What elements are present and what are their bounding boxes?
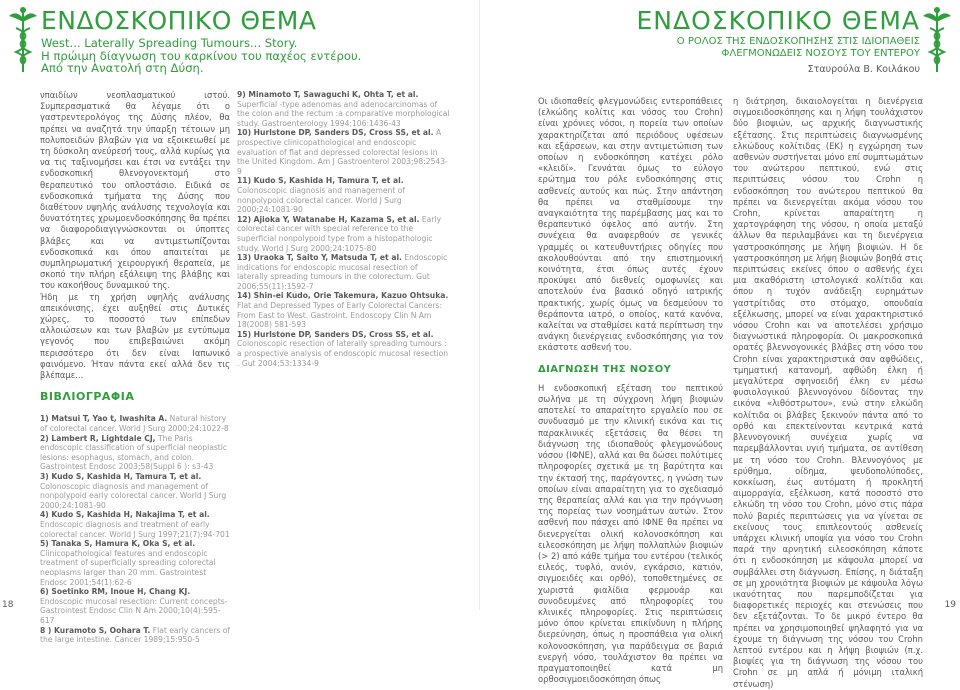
page-number-right: 19 <box>944 600 956 610</box>
reference-authors: 13) Uraoka T, Saito Y, Matsuda T, et al. <box>237 253 402 263</box>
reference-text: Endoscopic indications for endoscopic mucosal resection of laterally spreading tumours in the colorectum. Gut 2006;55(11):1592-7 <box>237 253 448 291</box>
reference-item <box>40 587 230 625</box>
reference-text: Flat early cancers of the large intestine. Cancer 1989;15:950-5 <box>40 625 231 645</box>
reference-item <box>237 330 450 368</box>
reference-text: Endoscopic mucosal resection: Current concepts-Gastrointest Endosc Clin N Am 2000;10(4):595-617 <box>40 596 228 625</box>
article-author: Σταυρούλα Β. Κοιλάκου <box>807 64 920 75</box>
reference-authors: 4) Kudo S, Kashida H, Nakajima T, et al. <box>40 510 210 520</box>
reference-text: Superficial -type adenomas and adenocarcinomas of the colon and the rectum :a comparative morphological study. Gastroenterology 1994;106:1436-43 <box>237 99 450 128</box>
reference-authors: 14) Shin-ei Kudo, Orie Takemura, Kazuo Ohtsuka. <box>237 291 449 301</box>
reference-authors: 1) Matsui T, Yao t, Iwashita A. <box>40 414 168 424</box>
reference-authors: 10) Hurlstone DP, Sanders DS, Cross SS, et al. <box>237 128 434 138</box>
reference-authors: 8 ) Kuramoto S, Oohara T. <box>40 625 151 635</box>
left-header <box>41 6 361 75</box>
left-column-1 <box>40 90 230 645</box>
body-paragraph-1: νπαιδίων νεοπλασματικού ιστού. Συμπερασματικά θα λέγαμε ότι ο γαστρεντερολόγος της Δύσης πλέον, θα πρέπει να αναζητά την ύπαρξη τέτοιων μη πολυποειδών βλαβών για να εξοικειωθεί με τη δύσκολη ανεύρεσή τους, αλλά κυρίως για να τις ταξινομήσει και έτσι να εντάξει την ενδοσκοπική θλενογονεκτομή στο θεραπευτικό του οπλοστάσιο. Ειδικά σε ενδοσκοπικά τμήματα της Δύσης που διαθέτουν υψηλής ανάλυσης τεχνολογία και δυνατότητες χρωμοενδοσκόπησης θα πρέπει να διαφοροδιαγιγνώσκονται οι ύποπτες βλάβες και να αντιμετωπίζονται ενδοσκοπικά και όπου απαιτείται με συμπληρωματική χειρουργική θεραπεία, με σκοπό την πλήρη εξάλειψη της βλάβης και του κακοήθους δυναμικού της. <box>40 90 230 291</box>
reference-item <box>40 510 230 539</box>
caduceus-logo-icon <box>6 6 40 74</box>
reference-item <box>237 215 450 253</box>
caduceus-logo-icon <box>920 6 954 74</box>
diagnosis-paragraph: Η ενδοσκοπική εξέταση του πεπτικού σωλήνα με τη σύγχρονη λήψη βιοψιών αποτελεί το απαραίτητο εργαλείο που σε συνδυασμό με την κλινική εικόνα και τις παρακλινικές εξετάσεις θα θέσει τη διάγνωση της ιδιοπαθούς φλεγμονώδους νόσου (ΙΦΝΕ), αλλά και θα δώσει πολύτιμες πληροφορίες σχετικά με τη βαρύτητα και την έκτασή της, παράγοντες, η γνώση των οποίων είναι απαραίτητη για το σχεδιασμό της θεραπείας αλλά και για την πρόγνωση της πορείας των νοσημάτων αυτών. Στον ασθενή που πάσχει από ΙΦΝΕ θα πρέπει να διενεργείται ολική κολονοσκόπηση και ειλεοσκόπηση με λήψη πολλαπλών βιοψιών (> 2) από κάθε τμήμα του εντέρου (τελικός ειλεός, τυφλό, ανιόν, εγκάρσιο, κατιόν, σιγμοειδές και ορθό), τοποθετημένες σε χωριστά φιαλίδια φερμουάρ και συνοδευμένες από πληροφορίες του κλινικές πληροφορίες. Στις περιπτώσεις μόνο όπου κρίνεται επικίνδυνη η πλήρης διερεύνηση, όπως η προσπάθεια για ολική κολονοσκόπηση, για παράδειγμα σε βαριά ενεργή νόσο, τουλάχιστον θα πρέπει να πραγματοποιηθεί κατά μη ορθοσιγμοειδοσκόπηση όπως <box>538 382 723 685</box>
right-column-2-paragraph: η διάτρηση, δικαιολογείται η διενέργεια σιγμοειδοσκόπησης και η λήψη τουλάχιστον δύο βιοψιών, ως αρχικής διαγνωστικής εξέτασης. Στις περιπτώσεις διαγνωσμένης ελκώδους κολίτιδας (ΕΚ) η εγχώρηση των ασθενών συστήνεται μόνο επί συμπτωμάτων του ανώτερου πεπτικού, ενώ στις περιπτώσεις νόσου του Crohn η ενδοσκόπηση του ανώτερου πεπτικού θα πρέπει να διενεργείται ακόμα νόσου του Crohn, κρίνεται απαραίτητη η χαρτογράφηση της νόσου, η οποία μεταξύ άλλων θα περιλαμβάνει και τη διενέργεια γαστροσκόπησης με λήψη βιοψιών. Η δε γαστροσκόπηση με λήψη βιοψιών βοηθά στις περιπτώσεις εκείνες όπου ο ασθενής έχει μια ακαθόριστη ιστολογικά κολίτιδα και όπου η τυχόν ανάδειξη ευρημάτων γαστρίτιδας στο στόμαχο, οπουδαία εξέλκωσης, μπορεί να είναι χαρακτηριστικό νόσου Crohn και να αποτελέσει χρήσιμο διαγνωστικά πληροφορία. Οι μακροσκοπικά ορατές βλεννογονικές βλάβες στη νόσο του Crohn είναι χαρακτηριστικά σαν αφθώδεις, τμηματική κατανομή, αφθώδη έλκη ή μεγαλύτερα σφηνοειδή έλκη εν μέσω φυσιολογικού βλεννογόνου δίδοντας την εικόνα «λιθόστρωτου», ενώ στην ελκώδη κολίτιδα οι βλάβες ξεκινούν πάντα από το ορθό και επεκτείνονται κεντρικά κατά βλεννογονική συνέχεια χωρίς να παρεμβάλλονται υγιή τμήματα, σε αντίθεση με τη νόσο του Crohn. Βλεννογόνος με ερύθημα, οίδημα, ψευδοπολύποδες, κοκκίωση, έως αυτόματη ή προκλητή αιμορραγία, εξέλκωση, κατά ποσοστό στο ελκώδη τη νόσο του Crohn, μόνο στις πάρα πολύ βαριές περιπτώσεις για να γίνεται σε εκείνους τους επιπλεοντούς ασθενείς υπάρχει κλινική υποψία για νόσο του Crohn παρά την αρνητική ειλεοσκόπηση κάποτε ότι η ενδοσκόπηση με κάψουλα μπορεί να συμβάλλει στη διάγνωση. Επίσης, η διάταξη σε μη χρονιότητα βιοψιών με κάψουλα λόγω ικανότητας που παρεμποδίζεται για διαφορετικές περιοχές και στενώσεις που δεν εξετάζονται. Το δε μικρό έντερο θα πρέπει να χρησιμοποιηθεί ψηλαφητό για να έχουμε τη διάγνωση της νόσου του Crohn λεπτού εντέρου και η λήψη βιοψιών (π.χ. βιοψίες για τη διάγνωση της νόσου του Crohn σε μη απλά ή μόνιμη ιταλική στένωση) <box>733 96 923 689</box>
reference-text: Colonoscopic resection of laterally spreading tumours : a prospective analysis of endoscopic mucosal resection . Gut 2004;53:1334-9 <box>237 339 449 368</box>
diagnosis-heading: ΔΙΑΓΝΩΣΗ ΤΗΣ ΝΟΣΟΥ <box>538 363 672 375</box>
body-paragraph-2: Ήδη με τη χρήση υψηλής ανάλυσης απεικόνισης, έχει αυξηθεί στις Δυτικές χώρες, το ποσοστό των επίπεδων αλλοιώσεων και των βλαβών με εντύπωμα γεγονός που επιβεβαιώνει ακόμη περισσότερο ότι δεν είναι Ιαπωνικό φαινόμενο. Ήταν πάντα εκεί αλλά δεν τις βλέπαμε... <box>40 291 230 381</box>
left-page <box>0 0 480 645</box>
right-header-title: ΕΝΔΟΣΚΟΠΙΚΟ ΘΕΜΑ <box>636 6 920 35</box>
reference-authors: 2) Lambert R, Lightdale CJ, <box>40 433 156 443</box>
bibliography-heading: ΒΙΒΛΙΟΓΡΑΦΙΑ <box>40 390 135 404</box>
references-list-2 <box>237 90 450 368</box>
reference-authors: 9) Minamoto T, Sawaguchi K, Ohta T, et al. <box>237 90 419 99</box>
page-number-left: 18 <box>2 600 14 610</box>
right-header-subtitle-1: Ο ΡΟΛΟΣ ΤΗΣ ΕΝΔΟΣΚΟΠΗΣΗΣ ΣΤΙΣ ΙΔΙΟΠΑΘΕΙΣ <box>676 36 920 47</box>
reference-authors: 11) Kudo S, Kashida H, Tamura T, et al. <box>237 176 404 186</box>
reference-text: Natural history of colorectal cancer. World J Surg 2000;24:1022-8 <box>40 414 229 434</box>
right-column-1 <box>538 96 723 685</box>
reference-text: Endoscopic diagnosis and treatment of early colorectal cancer. World J Surg 1997;21(7):94-701 <box>40 520 230 539</box>
reference-text: Colonoscopic diagnosis and management of nonpolypoid colorectal cancer. World J Surg 2000;24:1081-90 <box>237 185 406 215</box>
reference-authors: 3) Kudo S, Kashida H, Tamura T, et al. <box>40 472 202 482</box>
intro-paragraph: Οι ιδιοπαθείς φλεγμονώδεις εντεροπάθειες (ελκώδης κολίτις και νόσος του Crohn) είναι χρόνιες νόσοι, η πορεία των οποίων χαρακτηρίζεται από περιόδους υφέσεων και εξάρσεων, και στην αντιμετώπιση των οποίων η ενδοσκόπηση κατέχει ρόλο «κλειδί». Γεννάται όμως το εύλογο ερώτημα του ρόλε ενδοσκόπησης στις ασθενείς αυτούς και πώς. Στην απάντηση θα πρέπει να σταθμίσουμε την αναγκαιότητα της παρέμβασης μας και το θεραπευτικό όφελος από αυτήν. Στη συνέχεια θα αναφερθούν σε γενικές γραμμές οι κατευθυντήριες οδηγίες που ακολουθούνται από την επιστημονική κοινότητα, έτσι όπως αυτές έχουν προκύψει από διεθνείς ομοφωνίες και αποτελούν ένα βασικό οδηγό ιατρικής πρακτικής, χωρίς όμως να δεσμεύουν το θεράποντα ιατρό, ο οποίος, κατά κανόνα, καλείται να σταθμίσει κατά περίπτωση την ανάγκη διενέργειας ενδοσκόπησης για τον εκάστοτε ασθενή του. <box>538 96 723 353</box>
reference-item <box>40 472 230 510</box>
reference-authors: 12) Ajioka Y, Watanabe H, Kazama S, et al. <box>237 214 420 224</box>
reference-item <box>237 176 450 214</box>
reference-item <box>237 90 450 128</box>
reference-item <box>40 539 230 587</box>
reference-text: A prospective clinicopathological and endoscopic evaluation of flat and depressed colorectal lesions in the United Kingdom. Am J Gastroenterol 2003;98:2543-9 <box>237 128 448 176</box>
reference-authors: 15) Hurlstone DP, Sanders DS, Cross SS, et al. <box>237 329 434 339</box>
reference-text: The Paris endoscopic classification of superficial neoplastic lesions: esophagus, stomach, and colon. Gastrointest Endosc 2003;58(Suppl 6 ): s3-43 <box>40 433 228 472</box>
reference-item <box>40 414 230 433</box>
right-header <box>637 6 920 75</box>
reference-text: Early colorectal cancer with special reference to the superficial nonpolypoid type from a histopathologic study. World J Surg 2000;24:1075-80 <box>237 214 442 253</box>
right-column-2 <box>733 96 923 690</box>
left-header-subtitle-1: West... Laterally Spreading Tumours... Story. <box>41 36 298 50</box>
reference-item <box>40 434 230 472</box>
reference-text: Colonoscopic diagnosis and management of nonpolypoid early colorectal cancer. World J Surg 2000;24:1081-90 <box>40 481 227 510</box>
reference-item <box>237 128 450 176</box>
left-header-title: ΕΝΔΟΣΚΟΠΙΚΟ ΘΕΜΑ <box>41 6 317 35</box>
references-list-1 <box>40 414 230 644</box>
reference-item <box>40 626 230 645</box>
left-column-2 <box>237 90 450 368</box>
reference-text: Clinicopathological features and endoscopic treatment of superficially spreading colorectal neoplasms larger than 20 mm. Gastrointest Endosc 2001;54(1):62-6 <box>40 548 216 587</box>
reference-authors: 5) Tanaka S, Hamura K, Oka S, et al. <box>40 539 196 549</box>
left-header-subtitle-2: Η πρώιμη δίαγνωση του καρκίνου του παχέος εντέρου. <box>41 48 362 63</box>
left-header-subtitle-3: Από την Ανατολή στη Δύση. <box>41 61 204 75</box>
reference-text: Flat and Depressed Types of Early Colorectal Cancers: From East to West. Gastroint. Endoscopy Clin N Am 18(2008) 581-593 <box>237 301 443 330</box>
reference-item <box>237 291 450 329</box>
right-header-subtitle-2: ΦΛΕΓΜΟΝΩΔΕΙΣ ΝΟΣΟΥΣ ΤΟΥ ΕΝΤΕΡΟΥ <box>721 47 920 59</box>
reference-authors: 6) Soetinko RM, Inoue H, Chang KJ. <box>40 587 191 597</box>
reference-item <box>237 253 450 291</box>
